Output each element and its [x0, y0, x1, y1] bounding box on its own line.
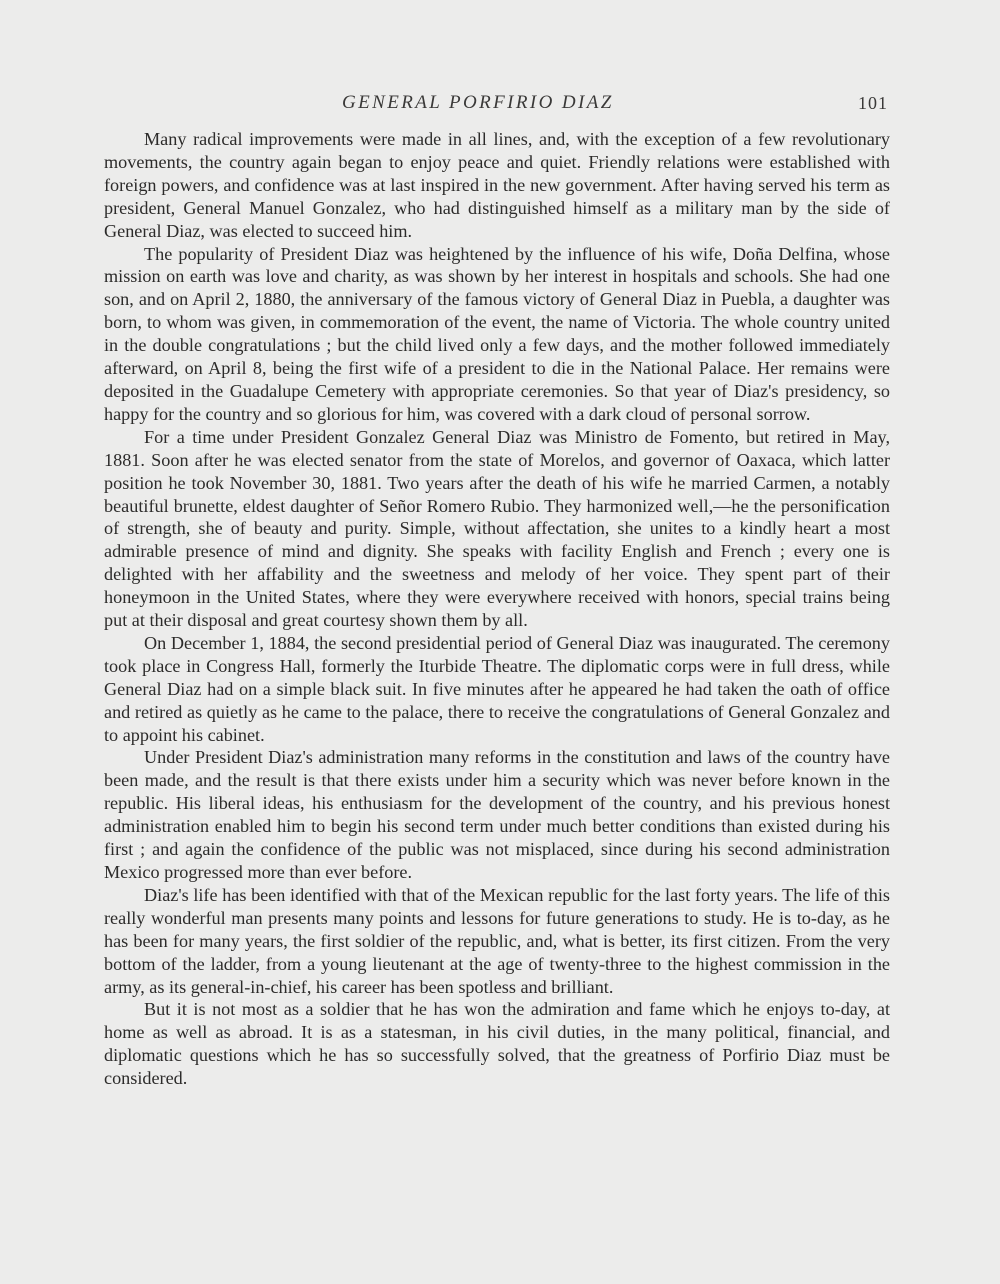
running-head — [0, 92, 1000, 118]
page-number: 101 — [858, 93, 888, 113]
paragraph: Diaz's life has been identified with that of the Mexican republic for the last forty years. The life of this really wonderful man presents many points and lessons for future generations to study. He is to-day, as he has been for many years, the first soldier of the republic, and, what is better, its first citizen. From the very bottom of the ladder, from a young lieutenant at the age of twenty-three to the highest commission in the army, as its general-in-chief, his career has been spotless and brilliant. — [104, 884, 890, 997]
paragraph: The popularity of President Diaz was heightened by the influence of his wife, Doña Delfina, whose mission on earth was love and charity, as was shown by her interest in hospitals and schools. She had one son, and on April 2, 1880, the anniversary of the famous victory of General Diaz in Puebla, a daughter was born, to whom was given, in commemoration of the event, the name of Victoria. The whole country united in the double congratulations ; but the child lived only a few days, and the mother followed immediately afterward, on April 8, being the first wife of a president to die in the National Palace. Her remains were deposited in the Guadalupe Cemetery with appropriate ceremonies. So that year of Diaz's presidency, so happy for the country and so glorious for him, was covered with a dark cloud of personal sorrow. — [104, 243, 890, 424]
paragraph: But it is not most as a soldier that he has won the admiration and fame which he enjoys to-day, at home as well as abroad. It is as a statesman, in his civil duties, in the many political, financial, and diplomatic questions which he has so successfully solved, that the greatness of Porfirio Diaz must be considered. — [104, 999, 890, 1089]
paragraph: For a time under President Gonzalez General Diaz was Ministro de Fomento, but retired in May, 1881. Soon after he was elected senator from the state of Morelos, and governor of Oaxaca, which latter position he took November 30, 1881. Two years after the death of his wife he married Carmen, a notably beautiful brunette, eldest daughter of Señor Romero Rubio. They harmonized well,—he the personification of strength, she of beauty and purity. Simple, without affectation, she unites to a kindly heart a most admirable presence of mind and dignity. She speaks with facility English and French ; every one is delighted with her affability and the sweetness and melody of her voice. They spent part of their honeymoon in the United States, where they were everywhere received with honors, special trains being put at their disposal and great courtesy shown them by all. — [104, 426, 890, 631]
paragraph: On December 1, 1884, the second presidential period of General Diaz was inaugurated. The ceremony took place in Congress Hall, formerly the Iturbide Theatre. The diplomatic corps were in full dress, while General Diaz had on a simple black suit. In five minutes after he appeared he had taken the oath of office and retired as quietly as he came to the palace, there to receive the congratulations of General Gonzalez and to appoint his cabinet. — [104, 632, 890, 745]
paragraph: Many radical improvements were made in all lines, and, with the exception of a few revolutionary movements, the country again began to enjoy peace and quiet. Friendly relations were established with foreign powers, and confidence was at last inspired in the new government. After having served his term as president, General Manuel Gonzalez, who had distinguished himself as a military man by the side of General Diaz, was elected to succeed him. — [104, 129, 890, 241]
paragraph: Under President Diaz's administration many reforms in the constitution and laws of the country have been made, and the result is that there exists under him a security which was never before known in the republic. His liberal ideas, his enthusiasm for the development of the country, and his previous honest administration enabled him to begin his second term under much better conditions than existed during his first ; and again the confidence of the public was not misplaced, since during his second administration Mexico progressed more than ever before. — [104, 747, 890, 882]
running-head-title: GENERAL PORFIRIO DIAZ — [342, 92, 614, 113]
body-text — [104, 128, 890, 1090]
